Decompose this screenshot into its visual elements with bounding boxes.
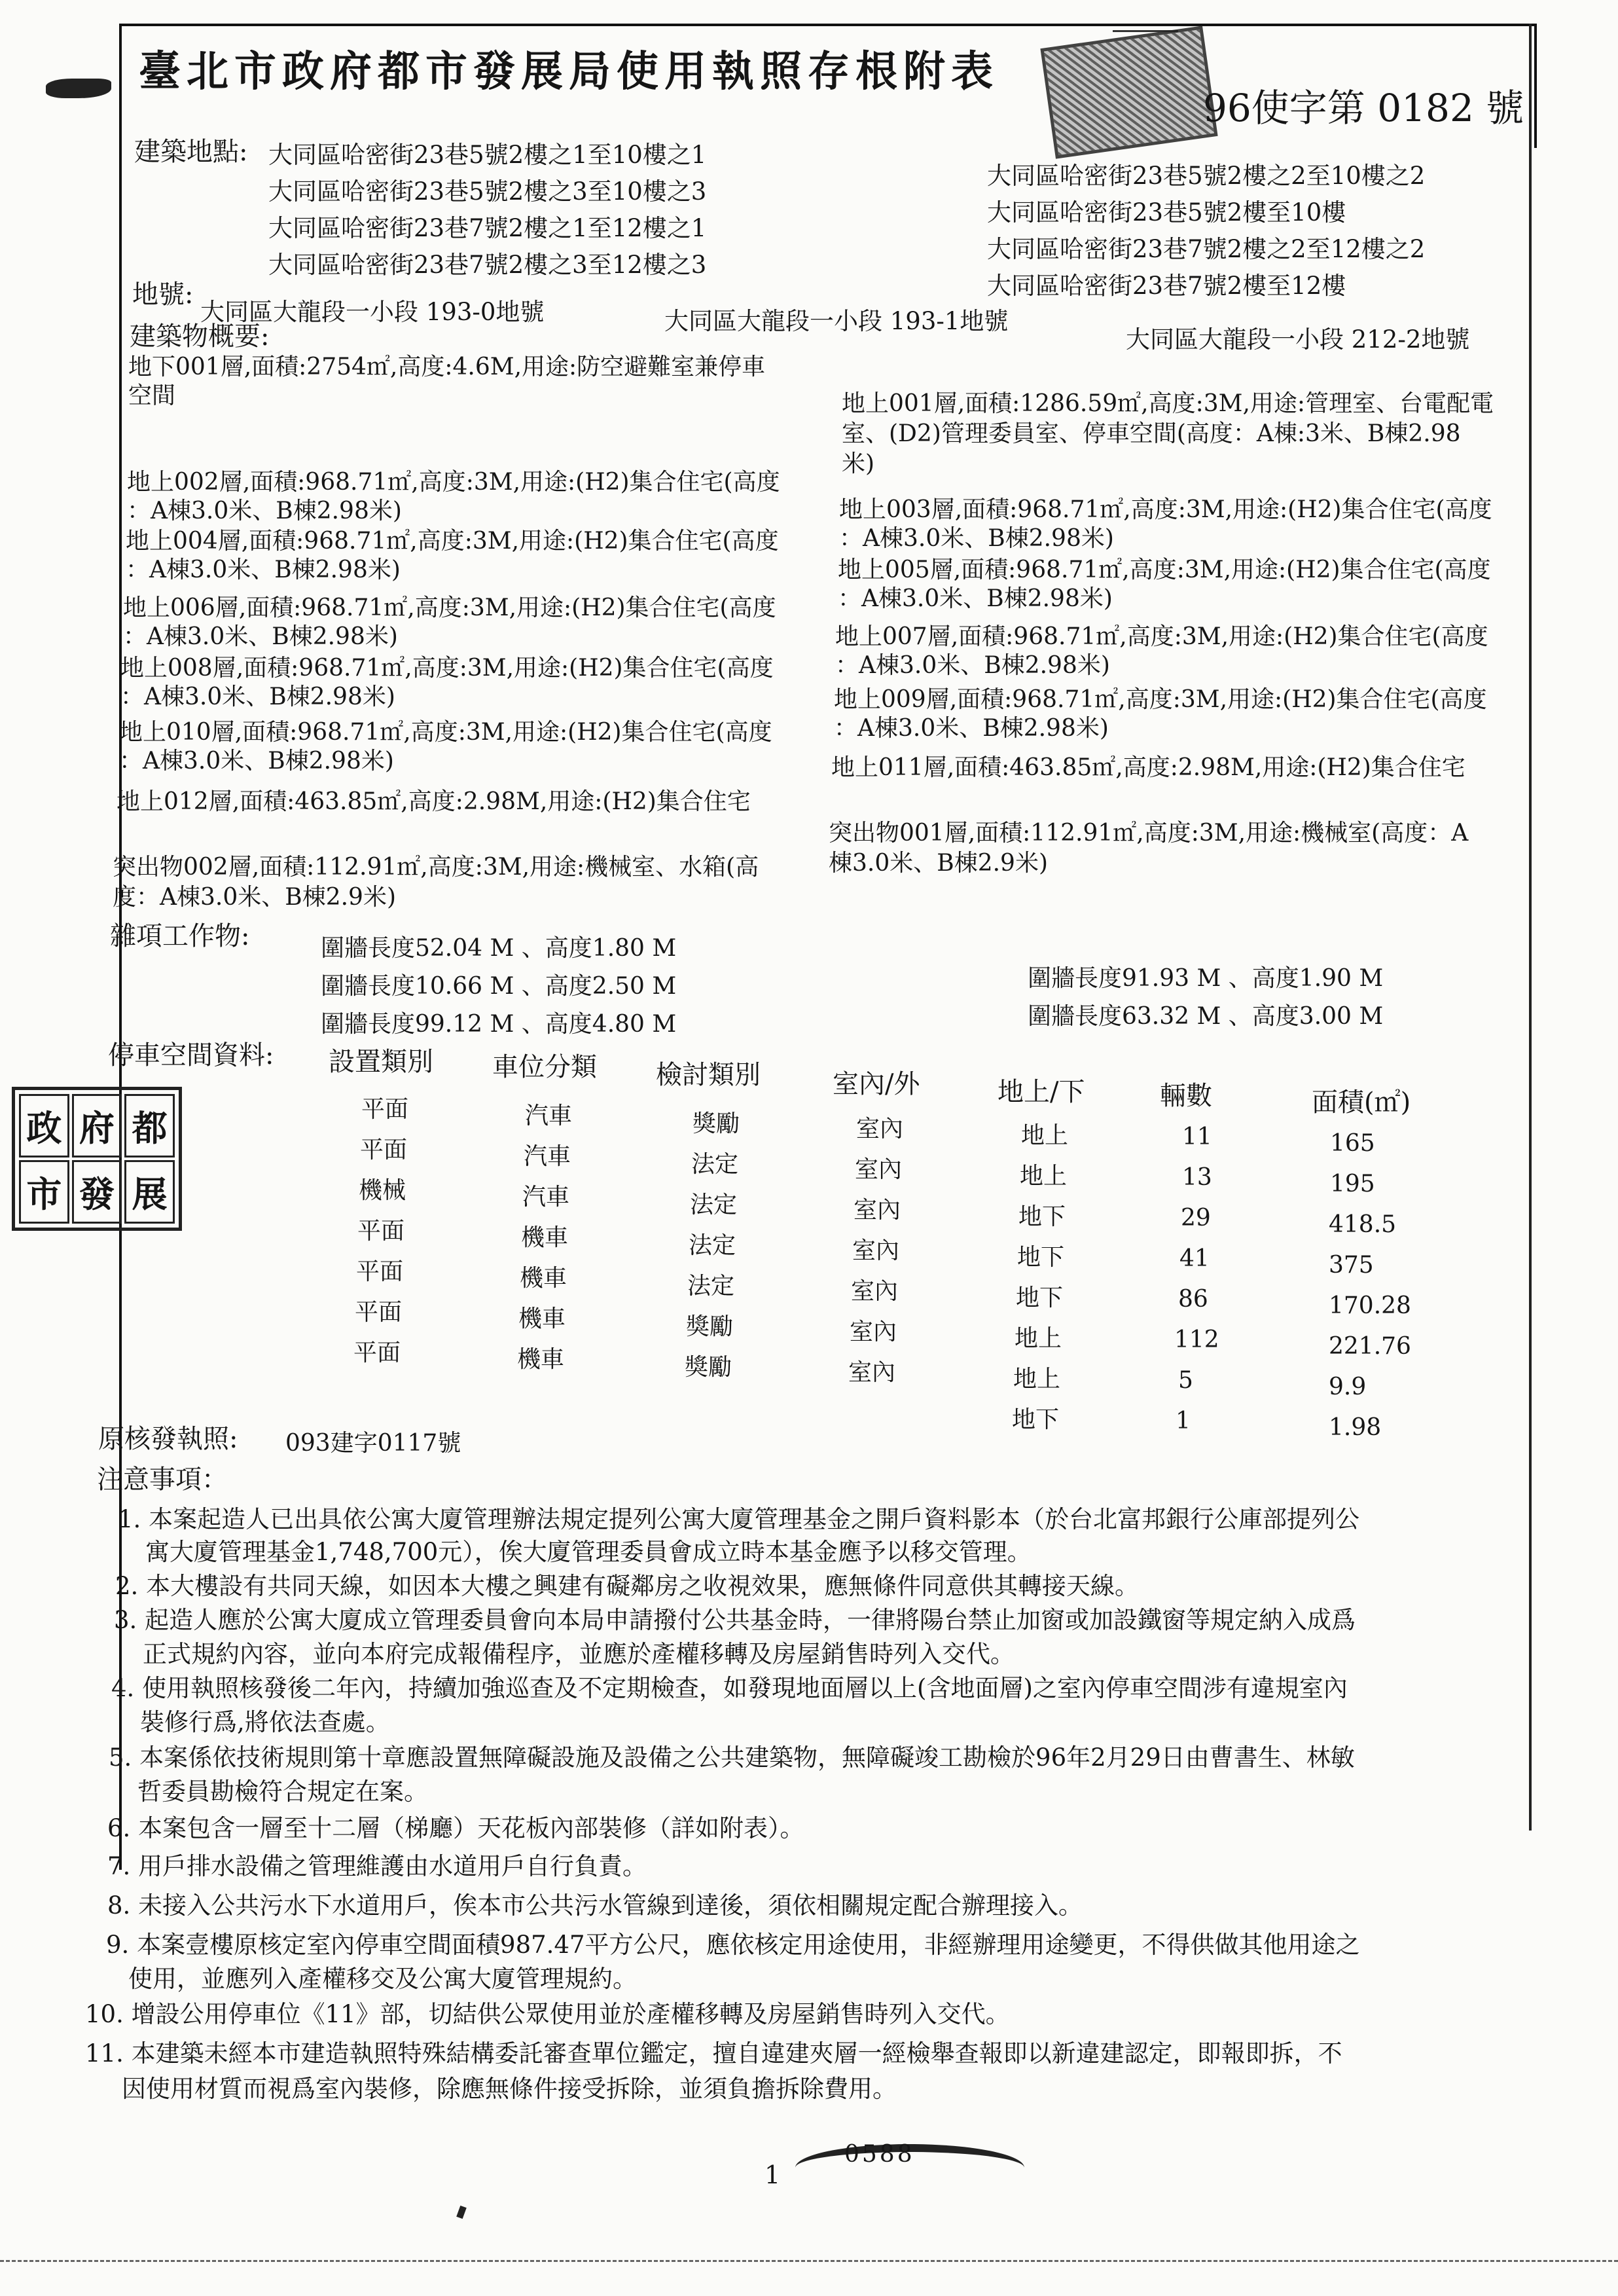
table-cell: 112 bbox=[1174, 1326, 1219, 1353]
note-line: 8. 未接入公共污水下水道用戶，俟本市公共污水管線到達後，須依相關規定配合辦理接入。 bbox=[107, 1891, 1083, 1920]
location-line: 大同區哈密街23巷7號2樓之1至12樓之1 bbox=[268, 214, 707, 242]
table-cell: 9.9 bbox=[1329, 1374, 1367, 1400]
table-cell: 地上 bbox=[1013, 1366, 1061, 1393]
table-cell: 平面 bbox=[355, 1299, 403, 1326]
note-line: 3. 起造人應於公寓大廈成立管理委員會向本局申請撥付公共基金時，一律將陽台禁止加窗或加設鐵窗等規定納入成爲 bbox=[114, 1606, 1356, 1634]
table-cell: 1.98 bbox=[1329, 1414, 1382, 1441]
note-line: 哲委員勘檢符合規定在案。 bbox=[137, 1777, 428, 1806]
table-cell: 法定 bbox=[690, 1192, 738, 1218]
wall-spec: 圍牆長度99.12 M 、高度4.80 M bbox=[321, 1011, 677, 1038]
wall-spec: 圍牆長度52.04 M 、高度1.80 M bbox=[321, 935, 677, 962]
table-cell: 221.76 bbox=[1329, 1333, 1411, 1360]
location-line: 大同區哈密街23巷5號2樓至10樓 bbox=[987, 198, 1346, 227]
original-permit-label: 原核發執照: bbox=[98, 1424, 238, 1454]
lot-number: 大同區大龍段一小段 193-1地號 bbox=[664, 307, 1009, 335]
floor-entry: ：A棟3.0米、B棟2.98米) bbox=[120, 683, 395, 710]
floor-entry: 地上002層,面積:968.71㎡,高度:3M,用途:(H2)集合住宅(高度 bbox=[127, 469, 780, 496]
location-line: 大同區哈密街23巷5號2樓之1至10樓之1 bbox=[268, 141, 707, 169]
lot-label: 地號: bbox=[132, 280, 194, 310]
floor-entry: 地上006層,面積:968.71㎡,高度:3M,用途:(H2)集合住宅(高度 bbox=[123, 594, 776, 621]
seal-number: 0588 bbox=[844, 2141, 915, 2168]
seal-char: 政 bbox=[19, 1094, 69, 1157]
table-cell: 86 bbox=[1178, 1286, 1208, 1313]
notes-label: 注意事項： bbox=[97, 1465, 228, 1495]
location-line: 大同區哈密街23巷5號2樓之3至10樓之3 bbox=[268, 177, 707, 206]
col-header: 面積(㎡) bbox=[1312, 1087, 1411, 1118]
floor-entry: 地上011層,面積:463.85㎡,高度:2.98M,用途:(H2)集合住宅 bbox=[831, 754, 1465, 781]
note-line: 7. 用戶排水設備之管理維護由水道用戶自行負責。 bbox=[107, 1852, 647, 1880]
note-line: 2. 本大樓設有共同天線，如因本大樓之興建有礙鄰房之收視效果，應無條件同意供其轉接天線。 bbox=[115, 1572, 1140, 1600]
floor-entry: 地上010層,面積:968.71㎡,高度:3M,用途:(H2)集合住宅(高度 bbox=[119, 719, 772, 746]
table-cell: 170.28 bbox=[1329, 1292, 1411, 1319]
note-line: 10. 增設公用停車位《11》部，切結供公眾使用並於產權移轉及房屋銷售時列入交代。 bbox=[85, 2000, 1010, 2028]
seal-char: 展 bbox=[124, 1160, 175, 1224]
seal-char: 發 bbox=[72, 1160, 122, 1224]
table-cell: 11 bbox=[1182, 1123, 1212, 1150]
floor-entry: 地下001層,面積:2754㎡,高度:4.6M,用途:防空避難室兼停車 bbox=[128, 354, 766, 380]
seal-char: 都 bbox=[124, 1094, 175, 1157]
note-line: 寓大廈管理基金1,748,700元），俟大廈管理委員會成立時本基金應予以移交管理。 bbox=[145, 1538, 1032, 1566]
floor-entry: 室、(D2)管理委員室、停車空間(高度：A棟:3米、B棟2.98 bbox=[842, 420, 1461, 447]
table-cell: 平面 bbox=[356, 1258, 404, 1285]
table-cell: 汽車 bbox=[522, 1184, 570, 1211]
table-cell: 機車 bbox=[520, 1265, 567, 1292]
wall-spec: 圍牆長度10.66 M 、高度2.50 M bbox=[321, 973, 677, 1000]
floor-entry: 地上009層,面積:968.71㎡,高度:3M,用途:(H2)集合住宅(高度 bbox=[834, 686, 1487, 713]
table-cell: 418.5 bbox=[1329, 1211, 1397, 1238]
col-header: 室內/外 bbox=[833, 1069, 920, 1099]
table-cell: 地上 bbox=[1021, 1122, 1069, 1149]
floor-entry: ：A棟3.0米、B棟2.98米) bbox=[123, 623, 398, 650]
ink-mark bbox=[46, 79, 111, 98]
location-line: 大同區哈密街23巷5號2樓之2至10樓之2 bbox=[987, 162, 1426, 190]
table-cell: 地下 bbox=[1012, 1406, 1060, 1433]
official-seal bbox=[12, 1087, 182, 1231]
page-number: 1 bbox=[764, 2160, 781, 2189]
table-cell: 地上 bbox=[1015, 1325, 1062, 1352]
location-line: 大同區哈密街23巷7號2樓之2至12樓之2 bbox=[987, 235, 1426, 263]
wall-spec: 圍牆長度63.32 M 、高度3.00 M bbox=[1028, 1003, 1384, 1030]
table-cell: 機車 bbox=[521, 1224, 569, 1251]
seal-char: 府 bbox=[72, 1094, 122, 1157]
table-cell: 機車 bbox=[517, 1346, 565, 1373]
col-header: 設置類別 bbox=[329, 1047, 433, 1077]
note-line: 11. 本建築未經本市建造執照特殊結構委託審查單位鑑定，擅自違建夾層一經檢舉查報即以新違建認定，即報即拆，不 bbox=[85, 2039, 1342, 2068]
table-cell: 1 bbox=[1176, 1408, 1191, 1434]
table-cell: 平面 bbox=[361, 1096, 409, 1123]
permit-number: 96使字第 0182 號 bbox=[1203, 86, 1524, 130]
floor-entry: 地上008層,面積:968.71㎡,高度:3M,用途:(H2)集合住宅(高度 bbox=[120, 655, 774, 682]
parking-label: 停車空間資料: bbox=[108, 1040, 274, 1070]
wall-spec: 圍牆長度91.93 M 、高度1.90 M bbox=[1028, 965, 1384, 992]
table-cell: 獎勵 bbox=[685, 1354, 732, 1381]
floor-entry: 地上012層,面積:463.85㎡,高度:2.98M,用途:(H2)集合住宅 bbox=[117, 788, 751, 815]
original-permit-number: 093建字0117號 bbox=[285, 1430, 461, 1457]
floor-entry: ：A棟3.0米、B棟2.98米) bbox=[119, 748, 394, 774]
floor-entry: ：A棟3.0米、B棟2.98米) bbox=[838, 585, 1113, 612]
col-header: 檢討類別 bbox=[656, 1060, 761, 1090]
col-header: 輛數 bbox=[1160, 1081, 1212, 1111]
lot-number: 大同區大龍段一小段 193-0地號 bbox=[200, 298, 545, 326]
table-cell: 5 bbox=[1178, 1367, 1193, 1394]
table-cell: 法定 bbox=[689, 1232, 736, 1259]
floor-entry: 突出物002層,面積:112.91㎡,高度:3M,用途:機械室、水箱(高 bbox=[113, 854, 759, 881]
table-cell: 165 bbox=[1330, 1130, 1375, 1157]
floor-entry: ：A棟3.0米、B棟2.98米) bbox=[835, 652, 1110, 679]
table-cell: 法定 bbox=[687, 1273, 735, 1300]
scan-edge bbox=[0, 2260, 1618, 2264]
floor-entry: 地上001層,面積:1286.59㎡,高度:3M,用途:管理室、台電配電 bbox=[842, 390, 1494, 417]
table-cell: 獎勵 bbox=[686, 1313, 734, 1340]
table-cell: 室內 bbox=[848, 1359, 896, 1386]
overview-label: 建築物概要: bbox=[130, 321, 270, 352]
table-cell: 機械 bbox=[359, 1177, 406, 1204]
table-cell: 地下 bbox=[1017, 1244, 1065, 1271]
location-label: 建築地點: bbox=[134, 137, 248, 167]
floor-entry: 地上004層,面積:968.71㎡,高度:3M,用途:(H2)集合住宅(高度 bbox=[126, 528, 779, 555]
note-line: 6. 本案包含一層至十二層（梯廳）天花板內部裝修（詳如附表）。 bbox=[107, 1814, 804, 1842]
floor-entry: ：A棟3.0米、B棟2.98米) bbox=[834, 715, 1109, 742]
floor-entry: 米) bbox=[842, 450, 875, 477]
table-cell: 室內 bbox=[856, 1116, 904, 1142]
note-line: 裝修行爲,將依法查處。 bbox=[140, 1708, 390, 1736]
col-header: 地上/下 bbox=[998, 1077, 1085, 1107]
floor-entry: 地上003層,面積:968.71㎡,高度:3M,用途:(H2)集合住宅(高度 bbox=[839, 496, 1492, 523]
table-cell: 室內 bbox=[854, 1197, 901, 1224]
right-rule bbox=[1529, 24, 1532, 1831]
floor-entry: 突出物001層,面積:112.91㎡,高度:3M,用途:機械室(高度：A bbox=[829, 820, 1469, 847]
location-line: 大同區哈密街23巷7號2樓之3至12樓之3 bbox=[268, 251, 707, 279]
floor-entry: ：A棟3.0米、B棟2.98米) bbox=[839, 525, 1114, 552]
table-cell: 室內 bbox=[852, 1237, 900, 1264]
floor-entry: 地上007層,面積:968.71㎡,高度:3M,用途:(H2)集合住宅(高度 bbox=[835, 623, 1488, 650]
ink-tick bbox=[456, 2206, 467, 2219]
table-cell: 地下 bbox=[1016, 1285, 1064, 1311]
floor-entry: 空間 bbox=[128, 382, 176, 409]
table-cell: 375 bbox=[1329, 1252, 1374, 1279]
note-line: 1. 本案起造人已出具依公寓大廈管理辦法規定提列公寓大廈管理基金之開戶資料影本（於台北富邦銀行公庫部提列公 bbox=[118, 1505, 1360, 1533]
table-cell: 195 bbox=[1330, 1171, 1375, 1197]
floor-entry: ：A棟3.0米、B棟2.98米) bbox=[126, 556, 401, 583]
col-header: 車位分類 bbox=[492, 1052, 597, 1082]
floor-entry: ：A棟3.0米、B棟2.98米) bbox=[127, 498, 402, 524]
misc-label: 雜項工作物: bbox=[110, 921, 250, 951]
note-line: 正式規約內容，並向本府完成報備程序，並應於產權移轉及房屋銷售時列入交代。 bbox=[143, 1640, 1015, 1668]
note-line: 4. 使用執照核發後二年內，持續加強巡查及不定期檢查，如發現地面層以上(含地面層)之室內停車空間涉有違規室內 bbox=[111, 1674, 1348, 1702]
table-cell: 室內 bbox=[855, 1156, 903, 1183]
table-cell: 獎勵 bbox=[692, 1110, 740, 1137]
note-line: 因使用材質而視爲室內裝修，除應無條件接受拆除，並須負擔拆除費用。 bbox=[122, 2075, 897, 2103]
table-cell: 汽車 bbox=[524, 1143, 571, 1170]
note-line: 5. 本案係依技術規則第十章應設置無障礙設施及設備之公共建築物，無障礙竣工勘檢於96年2月29日由曹書生、林敏 bbox=[109, 1743, 1355, 1772]
approval-stamp bbox=[1040, 26, 1217, 158]
document-title: 臺北市政府都市發展局使用執照存根附表 bbox=[139, 47, 999, 96]
lot-number: 大同區大龍段一小段 212-2地號 bbox=[1126, 325, 1470, 354]
table-cell: 13 bbox=[1182, 1164, 1212, 1191]
table-cell: 汽車 bbox=[525, 1102, 573, 1129]
table-cell: 平面 bbox=[353, 1339, 401, 1366]
floor-entry: 棟3.0米、B棟2.9米) bbox=[829, 850, 1049, 877]
note-line: 使用，並應列入產權移交及公寓大廈管理規約。 bbox=[128, 1965, 637, 1993]
table-cell: 地上 bbox=[1020, 1163, 1068, 1190]
seal-char: 市 bbox=[19, 1160, 69, 1224]
table-cell: 法定 bbox=[691, 1151, 739, 1178]
location-line: 大同區哈密街23巷7號2樓至12樓 bbox=[987, 272, 1346, 300]
table-cell: 平面 bbox=[360, 1137, 408, 1163]
table-cell: 41 bbox=[1179, 1245, 1210, 1272]
floor-entry: 度：A棟3.0米、B棟2.9米) bbox=[113, 884, 397, 911]
table-cell: 平面 bbox=[357, 1218, 405, 1245]
table-cell: 室內 bbox=[850, 1319, 897, 1345]
note-line: 9. 本案壹樓原核定室內停車空間面積987.47平方公尺，應依核定用途使用，非經辦理用途變更，不得供做其他用途之 bbox=[106, 1931, 1360, 1959]
table-cell: 室內 bbox=[851, 1278, 899, 1305]
table-cell: 地下 bbox=[1018, 1203, 1066, 1230]
table-cell: 機車 bbox=[518, 1305, 566, 1332]
floor-entry: 地上005層,面積:968.71㎡,高度:3M,用途:(H2)集合住宅(高度 bbox=[838, 556, 1491, 583]
table-cell: 29 bbox=[1181, 1205, 1211, 1231]
